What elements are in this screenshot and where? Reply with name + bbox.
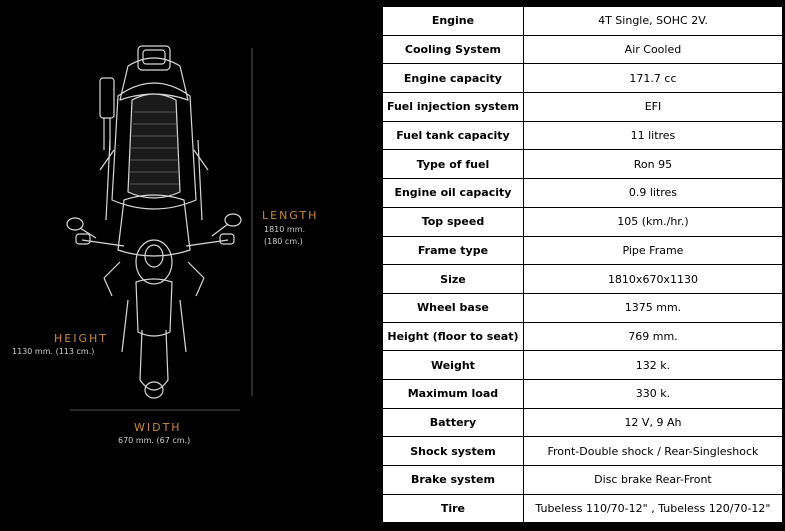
- spec-value: 132 k.: [523, 351, 782, 380]
- spec-value: 769 mm.: [523, 322, 782, 351]
- spec-value: Pipe Frame: [523, 236, 782, 265]
- table-row: [383, 351, 783, 380]
- table-row: [383, 494, 783, 523]
- width-title: WIDTH: [134, 421, 182, 434]
- spec-value: 11 litres: [523, 121, 782, 150]
- spec-label: Cooling System: [383, 35, 524, 64]
- table-row: [383, 322, 783, 351]
- table-row: [383, 179, 783, 208]
- spec-value: 171.7 cc: [523, 64, 782, 93]
- length-value-mm: 1810 mm.: [264, 225, 306, 234]
- spec-label: Engine capacity: [383, 64, 524, 93]
- spec-value: 0.9 litres: [523, 179, 782, 208]
- spec-value: 1810x670x1130: [523, 265, 782, 294]
- spec-value: 12 V, 9 Ah: [523, 408, 782, 437]
- spec-label: Weight: [383, 351, 524, 380]
- spec-value: Disc brake Rear-Front: [523, 466, 782, 495]
- table-row: [383, 236, 783, 265]
- table-row: [383, 437, 783, 466]
- spec-label: Engine oil capacity: [383, 179, 524, 208]
- spec-label: Tire: [383, 494, 524, 523]
- spec-value: Ron 95: [523, 150, 782, 179]
- spec-label: Frame type: [383, 236, 524, 265]
- length-value-cm: (180 cm.): [264, 237, 303, 246]
- spec-label: Engine: [383, 7, 524, 36]
- table-row: [383, 64, 783, 93]
- table-row: [383, 265, 783, 294]
- table-row: [383, 207, 783, 236]
- spec-value: 4T Single, SOHC 2V.: [523, 7, 782, 36]
- table-row: [383, 121, 783, 150]
- spec-label: Fuel injection system: [383, 93, 524, 122]
- length-title: LENGTH: [262, 209, 319, 222]
- spec-label: Battery: [383, 408, 524, 437]
- height-value: 1130 mm. (113 cm.): [12, 347, 95, 356]
- spec-value: Air Cooled: [523, 35, 782, 64]
- spec-value: 1375 mm.: [523, 293, 782, 322]
- spec-value: Tubeless 110/70-12" , Tubeless 120/70-12": [523, 494, 782, 523]
- table-row: [383, 7, 783, 36]
- specifications-table: [382, 6, 783, 523]
- spec-value: Front-Double shock / Rear-Singleshock: [523, 437, 782, 466]
- width-value: 670 mm. (67 cm.): [118, 436, 191, 445]
- spec-label: Top speed: [383, 207, 524, 236]
- table-row: [383, 93, 783, 122]
- spec-label: Shock system: [383, 437, 524, 466]
- table-row: [383, 408, 783, 437]
- spec-label: Wheel base: [383, 293, 524, 322]
- spec-label: Brake system: [383, 466, 524, 495]
- table-row: [383, 466, 783, 495]
- spec-label: Size: [383, 265, 524, 294]
- spec-label: Type of fuel: [383, 150, 524, 179]
- motorcycle-dimension-diagram: [0, 0, 380, 531]
- table-row: [383, 150, 783, 179]
- spec-value: 330 k.: [523, 379, 782, 408]
- spec-value: 105 (km./hr.): [523, 207, 782, 236]
- spec-label: Fuel tank capacity: [383, 121, 524, 150]
- height-title: HEIGHT: [54, 332, 108, 345]
- table-row: [383, 35, 783, 64]
- table-row: [383, 293, 783, 322]
- motorcycle-top-view-illustration: [0, 0, 380, 531]
- table-row: [383, 379, 783, 408]
- spec-label: Maximum load: [383, 379, 524, 408]
- spec-value: EFI: [523, 93, 782, 122]
- spec-label: Height (floor to seat): [383, 322, 524, 351]
